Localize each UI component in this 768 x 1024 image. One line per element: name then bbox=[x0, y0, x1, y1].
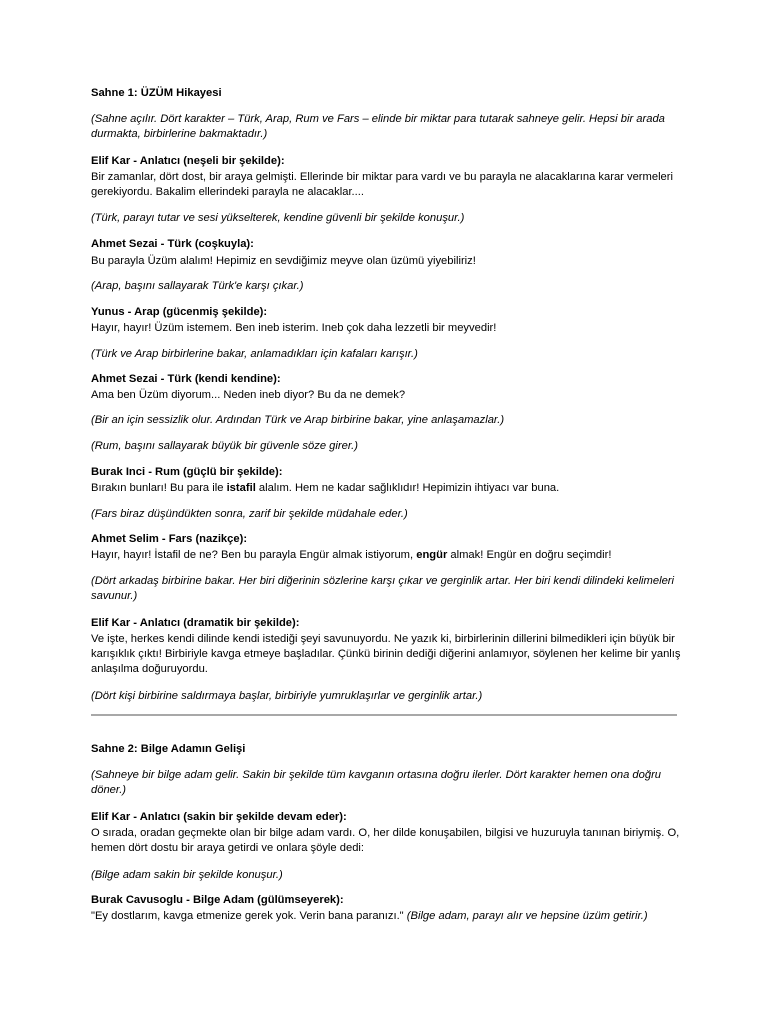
rum-name: Burak Inci - Rum (güçlü bir şekilde): bbox=[91, 466, 283, 478]
scene2-title: Sahne 2: Bilge Adamın Gelişi bbox=[91, 743, 246, 755]
rum-text-bold: istafil bbox=[226, 482, 256, 494]
turk2-text: Ama ben Üzüm diyorum... Neden ineb diyor? Bu da ne demek? bbox=[91, 389, 406, 401]
stage-direction-4: (Bir an için sessizlik olur. Ardından Türk ve Arap birbirine bakar, yine anlaşamazlar.) bbox=[91, 414, 505, 426]
sage-stage-direction: (Bilge adam, parayı alır ve hepsine üzüm getirir.) bbox=[403, 910, 648, 922]
scene-divider bbox=[91, 714, 677, 716]
rum-text-a: Bırakın bunları! Bu para ile bbox=[91, 482, 227, 494]
scene1-intro: (Sahne açılır. Dört karakter – Türk, Arap, Rum ve Fars – elinde bir miktar para tutarak sahneye gelir. Hepsi bir arada durmakta, birbirlerine bakmaktadır.) bbox=[91, 113, 665, 140]
narrator1-text: Bir zamanlar, dört dost, bir araya gelmişti. Ellerinde bir miktar para vardı ve bu parayla ne alacaklarına karar vermeleri gerekiyordu. Bakalim ellerindeki parayla ne alacaklar.... bbox=[91, 171, 673, 198]
narrator2-text: Ve işte, herkes kendi dilinde kendi istediği şeyi savunuyordu. Ne yazık ki, birbirlerinin dillerini bilmedikleri için büyük bir karışıklık çıktı! Birbiriyle kavga etmeye başladılar. Çünkü birinin dediği diğerini anlamıyor, söylenen her kelime bir yanlış anlaşılma doğuruyordu. bbox=[91, 633, 681, 675]
fars-text bbox=[91, 548, 681, 563]
fars-text-bold: engür bbox=[416, 549, 448, 561]
stage-direction-6: (Fars biraz düşündükten sonra, zarif bir şekilde müdahale eder.) bbox=[91, 508, 408, 520]
stage-direction-8: (Dört kişi birbirine saldırmaya başlar, birbiriyle yumruklaşırlar ve gerginlik artar.) bbox=[91, 690, 483, 702]
rum-text bbox=[91, 481, 681, 496]
fars-text-a: Hayır, hayır! İstafil de ne? Ben bu parayla Engür almak istiyorum, bbox=[91, 549, 417, 561]
turk1-text: Bu parayla Üzüm alalım! Hepimiz en sevdiğimiz meyve olan üzümü yiyebiliriz! bbox=[91, 255, 476, 267]
scene2-narrator-text: O sırada, oradan geçmekte olan bir bilge adam vardı. O, her dilde konuşabilen, bilgisi ve huzuruyla tanınan biriymiş. O, hemen dört dostu bir araya getirdi ve onlara şöyle dedi: bbox=[91, 827, 680, 854]
scene2-stage-direction-1: (Bilge adam sakin bir şekilde konuşur.) bbox=[91, 869, 283, 881]
stage-direction-3: (Türk ve Arap birbirlerine bakar, anlamadıkları için kafaları karışır.) bbox=[91, 348, 418, 360]
stage-direction-5: (Rum, başını sallayarak büyük bir güvenle söze girer.) bbox=[91, 440, 358, 452]
sage-text: "Ey dostlarım, kavga etmenize gerek yok. Verin bana paranızı." bbox=[91, 910, 404, 922]
fars-text-b: almak! Engür en doğru seçimdir! bbox=[447, 549, 612, 561]
rum-text-b: alalım. Hem ne kadar sağlıklıdır! Hepimizin ihtiyacı var buna. bbox=[255, 482, 560, 494]
scene1-title: Sahne 1: ÜZÜM Hikayesi bbox=[91, 87, 222, 99]
scene2-intro: (Sahneye bir bilge adam gelir. Sakin bir şekilde tüm kavganın ortasına doğru ilerler. Dört karakter hemen ona doğru döner.) bbox=[91, 769, 662, 796]
turk1-name: Ahmet Sezai - Türk (coşkuyla): bbox=[91, 238, 254, 250]
stage-direction-1: (Türk, parayı tutar ve sesi yükselterek, kendine güvenli bir şekilde konuşur.) bbox=[91, 212, 465, 224]
turk2-name: Ahmet Sezai - Türk (kendi kendine): bbox=[91, 373, 281, 385]
arab-text: Hayır, hayır! Üzüm istemem. Ben ineb isterim. Ineb çok daha lezzetli bir meyvedir! bbox=[91, 322, 497, 334]
arab-name: Yunus - Arap (gücenmiş şekilde): bbox=[91, 306, 268, 318]
scene2-narrator-name: Elif Kar - Anlatıcı (sakin bir şekilde devam eder): bbox=[91, 811, 347, 823]
sage-name: Burak Cavusoglu - Bilge Adam (gülümseyerek): bbox=[91, 894, 344, 906]
fars-name: Ahmet Selim - Fars (nazikçe): bbox=[91, 533, 248, 545]
stage-direction-2: (Arap, başını sallayarak Türk'e karşı çıkar.) bbox=[91, 280, 304, 292]
narrator2-name: Elif Kar - Anlatıcı (dramatik bir şekilde): bbox=[91, 617, 300, 629]
sage-line bbox=[91, 909, 681, 924]
stage-direction-7: (Dört arkadaş birbirine bakar. Her biri diğerinin sözlerine karşı çıkar ve gerginlik artar. Her biri kendi dilindeki kelimeleri savunur.) bbox=[91, 575, 675, 602]
narrator1-name: Elif Kar - Anlatıcı (neşeli bir şekilde): bbox=[91, 155, 285, 167]
